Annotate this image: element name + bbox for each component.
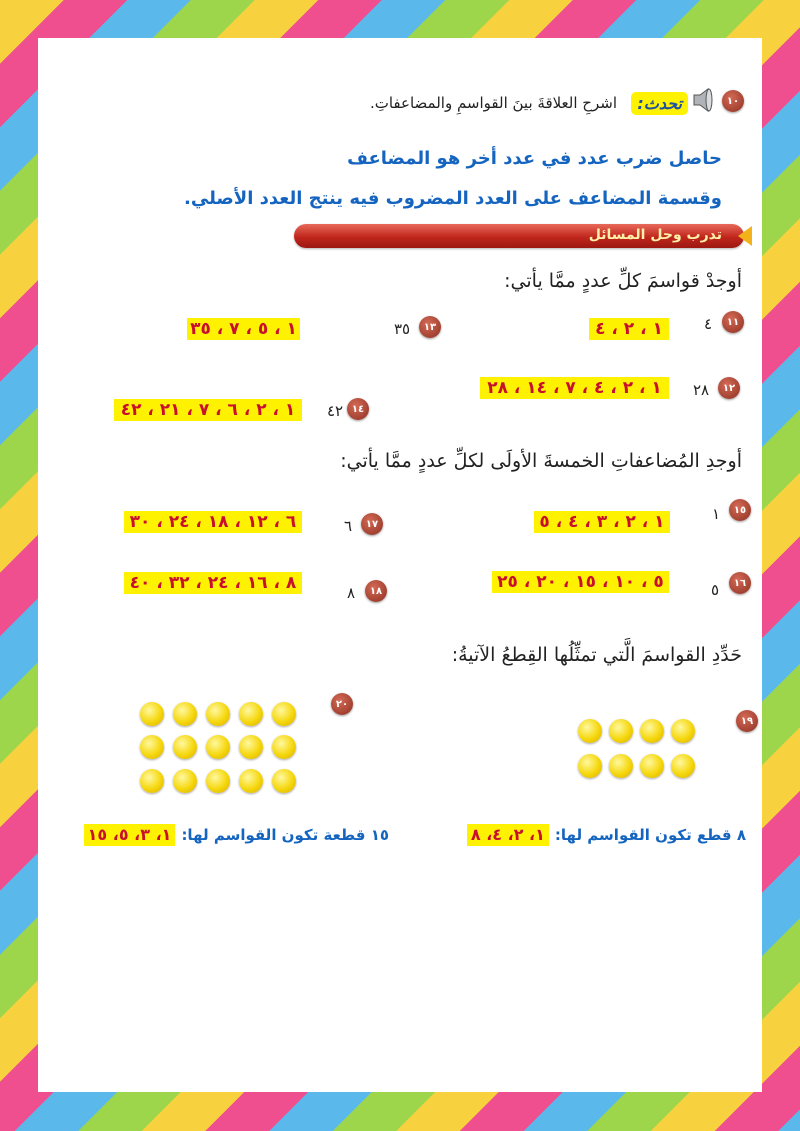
- piece: [140, 702, 164, 726]
- item-badge: ١٧: [361, 513, 383, 535]
- talk-label: تحدث:: [631, 92, 688, 115]
- piece: [239, 735, 263, 759]
- item-badge: ١٦: [729, 572, 751, 594]
- section1-heading: أوجدْ قواسمَ كلِّ عددٍ ممَّا يأتي:: [504, 270, 742, 292]
- talk-question: اشرحِ العلاقةَ بينَ القواسمِ والمضاعفاتِ.: [369, 94, 617, 112]
- item-badge: ١٩: [736, 710, 758, 732]
- piece: [206, 702, 230, 726]
- piece: [272, 735, 296, 759]
- item-badge: ١٥: [729, 499, 751, 521]
- item-answer: ١ ، ٢ ، ٤: [589, 318, 669, 340]
- piece: [640, 754, 664, 778]
- piece: [239, 769, 263, 793]
- pieces-group-15: [140, 702, 310, 802]
- item-number: ٥: [711, 581, 720, 599]
- practice-banner: [294, 224, 744, 248]
- item-number: ٤: [704, 315, 713, 333]
- answer-15-pieces: [84, 824, 389, 846]
- item-number: ٣٥: [394, 320, 411, 338]
- piece: [272, 769, 296, 793]
- speaker-icon: [692, 86, 714, 114]
- piece: [173, 769, 197, 793]
- piece: [140, 769, 164, 793]
- section3-heading: حَدِّدِ القواسمَ الَّتي تمثِّلُها القِطعُ الآتيةُ:: [451, 644, 742, 666]
- item-number: ٦: [344, 517, 353, 535]
- piece: [640, 719, 664, 743]
- talk-answer-line-1: حاصل ضرب عدد في عدد أخر هو المضاعف: [347, 148, 722, 169]
- answer-description: ١٥ قطعة تكون القواسم لها:: [181, 826, 389, 844]
- question-number-badge: ١٠: [722, 90, 744, 112]
- piece: [671, 754, 695, 778]
- item-number: ٤٢: [327, 402, 344, 420]
- piece: [140, 735, 164, 759]
- piece: [272, 702, 296, 726]
- piece: [671, 719, 695, 743]
- piece: [206, 735, 230, 759]
- talk-answer-line-2: وقسمة المضاعف على العدد المضروب فيه ينتج العدد الأصلي.: [184, 188, 722, 209]
- piece: [239, 702, 263, 726]
- piece: [609, 754, 633, 778]
- item-answer: ١ ، ٢ ، ٦ ، ٧ ، ٢١ ، ٤٢: [114, 399, 302, 421]
- item-badge: ١٢: [718, 377, 740, 399]
- answer-8-pieces: [467, 824, 746, 846]
- banner-label: تدرب وحل المسائل: [588, 227, 722, 243]
- piece: [173, 735, 197, 759]
- item-badge: ١٨: [365, 580, 387, 602]
- item-badge: ١٤: [347, 398, 369, 420]
- item-answer: ١ ، ٢ ، ٣ ، ٤ ، ٥: [534, 511, 670, 533]
- pieces-group-8: [578, 719, 708, 783]
- piece: [609, 719, 633, 743]
- section2-heading: أوجدِ المُضاعفاتِ الخمسةَ الأولَى لكلِّ عددٍ ممَّا يأتي:: [340, 450, 742, 472]
- banner-arrow-icon: [738, 226, 752, 246]
- item-badge: ١١: [722, 311, 744, 333]
- piece: [578, 719, 602, 743]
- item-number: ١: [712, 505, 721, 523]
- piece: [578, 754, 602, 778]
- piece: [206, 769, 230, 793]
- item-answer: ٨ ، ١٦ ، ٢٤ ، ٣٢ ، ٤٠: [124, 572, 302, 594]
- item-number: ٨: [347, 584, 356, 602]
- item-badge: ١٣: [419, 316, 441, 338]
- answer-divisors: ١، ٢، ٤، ٨: [467, 824, 549, 846]
- item-answer: ٥ ، ١٠ ، ١٥ ، ٢٠ ، ٢٥: [492, 571, 669, 593]
- item-answer: ١ ، ٢ ، ٤ ، ٧ ، ١٤ ، ٢٨: [480, 377, 669, 399]
- item-number: ٢٨: [693, 381, 710, 399]
- answer-divisors: ١، ٣، ٥، ١٥: [84, 824, 176, 846]
- item-badge: ٢٠: [331, 693, 353, 715]
- piece: [173, 702, 197, 726]
- worksheet-page: [38, 38, 762, 1092]
- answer-description: ٨ قطع تكون القواسم لها:: [554, 826, 746, 844]
- item-answer: ٦ ، ١٢ ، ١٨ ، ٢٤ ، ٣٠: [124, 511, 302, 533]
- item-answer: ١ ، ٥ ، ٧ ، ٣٥: [187, 318, 300, 340]
